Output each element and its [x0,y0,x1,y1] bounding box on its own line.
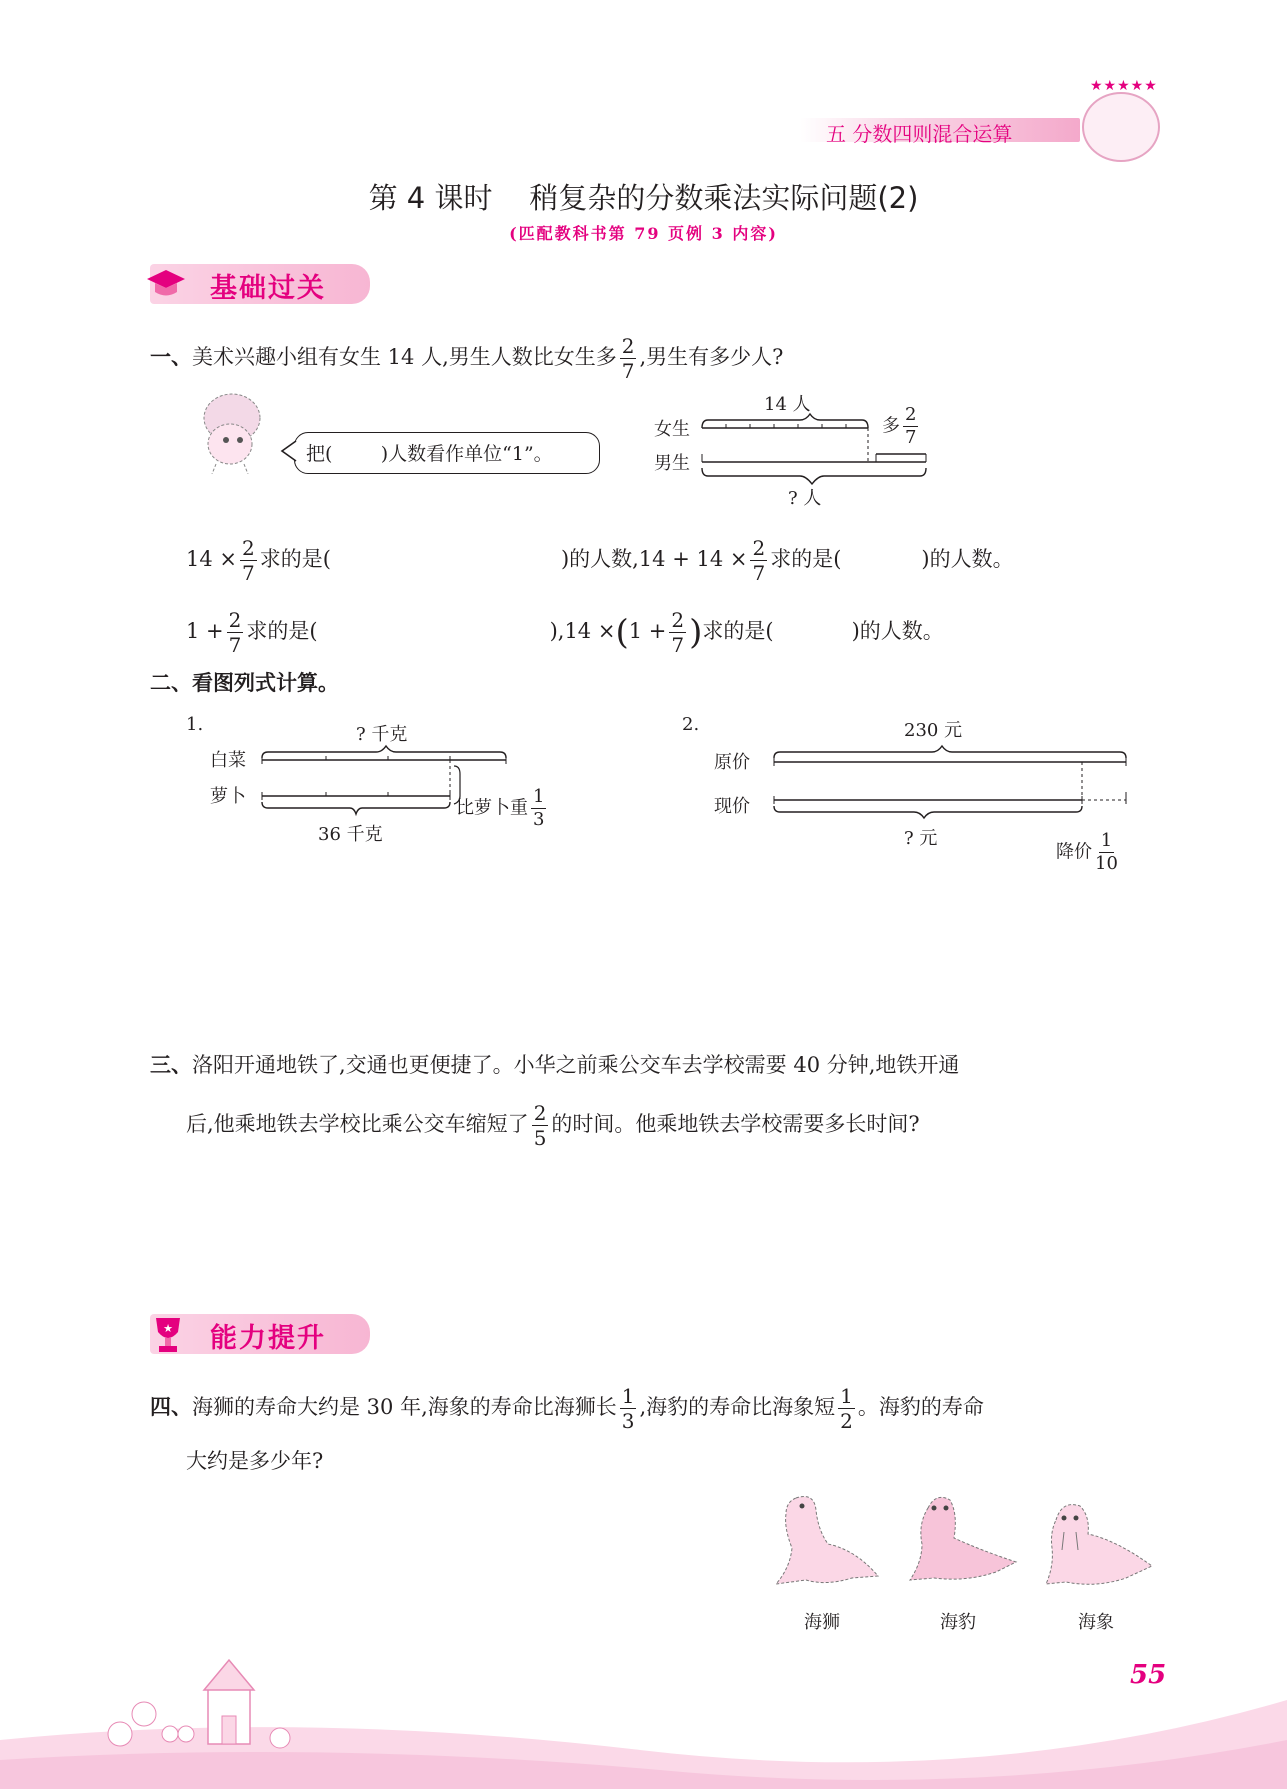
d1-bottom: 36 千克 [318,824,383,845]
trophy-icon [150,1314,186,1358]
d2-note: 降价 $\frac{1}{10}$ [1056,830,1118,874]
cartoon-girl-icon [196,388,268,474]
label-14: 14 人 [764,394,811,415]
castle-icon [100,1654,320,1754]
q1-line1: 14 × $\frac{2}{7}$ 求的是( )的人数,14 + 14 × $\frac{2}{7}$ 求的是( )的人数。 [186,536,1014,585]
walrus-icon [1036,1492,1160,1596]
fraction: $\frac{2}{7}$ [621,334,635,383]
bubble-text: 把( )人数看作单位“1”。 [306,443,553,465]
q3-line1: 三、洛阳开通地铁了,交通也更便捷了。小华之前乘公交车去学校需要 40 分钟,地铁开通 [150,1053,960,1077]
seal-icon [900,1488,1024,1596]
d2-orig: 原价 [714,752,750,773]
section-title-advanced: 能力提升 [210,1323,326,1354]
label-unknown: ? 人 [788,488,822,509]
d1-top: ? 千克 [356,724,408,745]
sea-lion-icon [756,1488,886,1596]
label-boys: 男生 [654,453,690,474]
q4-line2: 大约是多少年? [186,1449,324,1473]
brand-badge-icon [1082,92,1160,162]
section-title-basic: 基础过关 [210,273,326,304]
d2-top: 230 元 [904,720,963,741]
q4-line1: 四、海狮的寿命大约是 30 年,海象的寿命比海狮长 $\frac{1}{3}$ ,海豹的寿命比海象短 $\frac{1}{2}$ 。海豹的寿命 [150,1384,984,1433]
animal-label-sea-lion: 海狮 [804,1612,840,1633]
stars-icon: ★★★★★ [1090,78,1158,94]
d2-number: 2. [682,714,700,735]
bubble-tail [280,438,298,464]
label-more: 多 $\frac{2}{7}$ [882,404,917,448]
page-subtitle: (匹配教科书第 79 页例 3 内容) [509,224,778,243]
d1-cabbage: 白菜 [210,750,246,771]
graduation-cap-icon [146,268,186,302]
q3-line2: 后,他乘地铁去学校比乘公交车缩短了 $\frac{2}{5}$ 的时间。他乘地铁去学校需要多长时间? [186,1101,920,1150]
q1-text: 一、美术兴趣小组有女生 14 人,男生人数比女生多 $\frac{2}{7}$ ,男生有多少人? [150,334,784,383]
d1-note: 比萝卜重 $\frac{1}{3}$ [456,786,545,830]
d1-radish: 萝卜 [210,786,246,807]
q2-text: 二、看图列式计算。 [150,671,339,695]
page-title: 第 4 课时 稍复杂的分数乘法实际问题(2) [368,181,919,215]
q1-line2: 1 + $\frac{2}{7}$ 求的是( ),14 ×(1 + $\frac{2}{7}$ )求的是( )的人数。 [186,608,944,657]
animal-label-walrus: 海象 [1078,1612,1114,1633]
d1-number: 1. [186,714,204,735]
q1-number: 一、 [150,345,192,369]
chapter-label: 五 分数四则混合运算 [826,122,1013,146]
d2-bottom: ? 元 [904,828,938,849]
d2-now: 现价 [714,796,750,817]
page-number: 55 [1130,1660,1167,1690]
animal-label-seal: 海豹 [940,1612,976,1633]
svg-text:★: ★ [163,1322,173,1335]
label-girls: 女生 [654,419,690,440]
